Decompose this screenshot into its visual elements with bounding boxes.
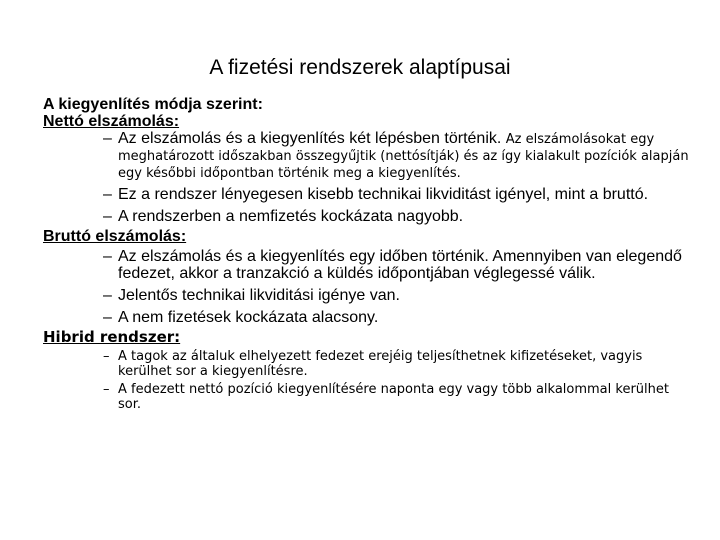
hibrid-item-2 xyxy=(103,382,693,412)
slide-title: A fizetési rendszerek alaptípusai xyxy=(209,56,511,79)
netto-item-2-text: Ez a rendszer lényegesen kisebb technikai likviditást igényel, mint a bruttó. xyxy=(118,186,649,203)
section-heading: A kiegyenlítés módja szerint: xyxy=(43,96,263,113)
bullet-dash: – xyxy=(103,130,112,147)
netto-item-3-text: A rendszerben a nemfizetés kockázata nagyobb. xyxy=(118,208,464,225)
brutto-item-2-text: Jelentős technikai likviditási igénye van. xyxy=(118,287,400,304)
brutto-item-1 xyxy=(103,248,693,282)
brutto-label: Bruttó elszámolás: xyxy=(43,228,187,245)
brutto-item-3 xyxy=(103,309,693,326)
netto-item-1-main: Az elszámolás és a kiegyenlítés két lépésben történik. xyxy=(118,130,502,147)
bullet-dash: – xyxy=(103,248,112,265)
bullet-dash: – xyxy=(103,208,112,225)
netto-label: Nettó elszámolás: xyxy=(43,113,180,130)
brutto-item-1-text: Az elszámolás és a kiegyenlítés egy időben történik. Amennyiben van elegendő fedezet, akkor a tranzakció a küldés időpontjában véglegessé válik. xyxy=(118,248,682,282)
bullet-dash: – xyxy=(103,309,112,326)
netto-item-2 xyxy=(103,186,693,203)
hibrid-item-2-text: A fedezett nettó pozíció kiegyenlítésére naponta egy vagy több alkalommal kerülhet sor. xyxy=(118,382,669,412)
hibrid-item-1 xyxy=(103,349,693,379)
bullet-dash: – xyxy=(103,349,110,364)
brutto-item-3-text: A nem fizetések kockázata alacsony. xyxy=(118,309,379,326)
hibrid-label: Hibrid rendszer: xyxy=(43,328,181,346)
brutto-item-2 xyxy=(103,287,693,304)
bullet-dash: – xyxy=(103,186,112,203)
netto-item-1 xyxy=(103,130,693,181)
slide-content xyxy=(43,96,693,412)
hibrid-item-1-text: A tagok az általuk elhelyezett fedezet erejéig teljesíthetnek kifizetéseket, vagyis kerülhet sor a kiegyenlítésre. xyxy=(118,349,643,379)
bullet-dash: – xyxy=(103,287,112,304)
bullet-dash: – xyxy=(103,382,110,397)
netto-item-1-detail: Az elszámolásokat egy meghatározott időszakban összegyűjtik (nettósítják) és az így kialakult pozíciók alapján egy későbbi időpontban történik meg a kiegyenlítés. xyxy=(118,132,689,181)
netto-item-3 xyxy=(103,208,693,225)
